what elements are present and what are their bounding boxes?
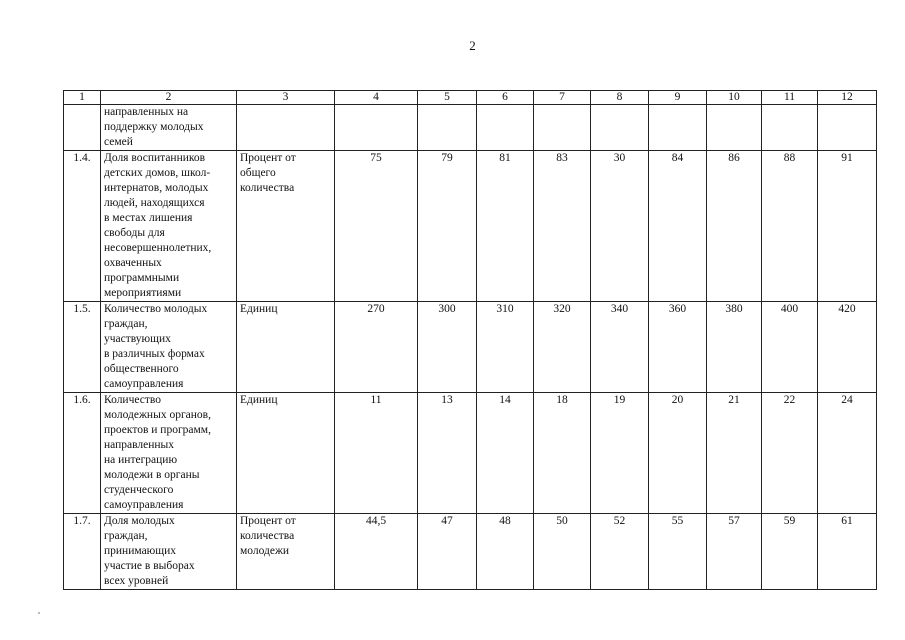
indicator-value: 21 bbox=[707, 393, 762, 514]
column-header: 7 bbox=[534, 91, 591, 105]
indicator-value: 91 bbox=[818, 151, 877, 302]
indicator-name: Доля молодых граждан, принимающих участие в выборах всех уровней bbox=[101, 514, 237, 590]
column-header: 8 bbox=[591, 91, 649, 105]
column-header: 4 bbox=[335, 91, 418, 105]
indicator-value bbox=[335, 105, 418, 151]
indicator-value: 20 bbox=[649, 393, 707, 514]
unit-of-measure: Процент от общего количества bbox=[237, 151, 335, 302]
indicator-name: Доля воспитанников детских домов, школ- интернатов, молодых людей, находящихся в местах лишения свободы для несовершеннолетних, охваченных программными мероприятиями bbox=[101, 151, 237, 302]
indicator-value bbox=[534, 105, 591, 151]
indicator-value: 30 bbox=[591, 151, 649, 302]
indicator-value: 11 bbox=[335, 393, 418, 514]
table-row bbox=[64, 393, 877, 514]
column-header: 1 bbox=[64, 91, 101, 105]
indicator-value: 14 bbox=[477, 393, 534, 514]
indicator-value: 55 bbox=[649, 514, 707, 590]
indicator-value: 83 bbox=[534, 151, 591, 302]
column-header: 9 bbox=[649, 91, 707, 105]
row-index: 1.7. bbox=[64, 514, 101, 590]
indicator-value: 320 bbox=[534, 302, 591, 393]
indicator-value: 22 bbox=[762, 393, 818, 514]
unit-of-measure: Процент от количества молодежи bbox=[237, 514, 335, 590]
indicator-value: 59 bbox=[762, 514, 818, 590]
indicator-value: 19 bbox=[591, 393, 649, 514]
indicator-name: направленных на поддержку молодых семей bbox=[101, 105, 237, 151]
indicator-value: 360 bbox=[649, 302, 707, 393]
indicator-name: Количество молодежных органов, проектов и программ, направленных на интеграцию молодежи в органы студенческого самоуправления bbox=[101, 393, 237, 514]
indicator-value: 84 bbox=[649, 151, 707, 302]
indicator-value: 86 bbox=[707, 151, 762, 302]
indicator-value: 47 bbox=[418, 514, 477, 590]
indicators-table bbox=[63, 90, 877, 590]
indicator-name: Количество молодых граждан, участвующих в различных формах общественного самоуправления bbox=[101, 302, 237, 393]
indicator-value: 50 bbox=[534, 514, 591, 590]
indicator-value: 48 bbox=[477, 514, 534, 590]
unit-of-measure: Единиц bbox=[237, 302, 335, 393]
column-header: 6 bbox=[477, 91, 534, 105]
indicator-value bbox=[591, 105, 649, 151]
table-header-row bbox=[64, 91, 877, 105]
unit-of-measure: Единиц bbox=[237, 393, 335, 514]
row-index: 1.4. bbox=[64, 151, 101, 302]
column-header: 3 bbox=[237, 91, 335, 105]
indicator-value: 57 bbox=[707, 514, 762, 590]
indicator-value: 24 bbox=[818, 393, 877, 514]
indicator-value: 88 bbox=[762, 151, 818, 302]
indicator-value: 310 bbox=[477, 302, 534, 393]
column-header: 11 bbox=[762, 91, 818, 105]
row-index bbox=[64, 105, 101, 151]
row-index: 1.5. bbox=[64, 302, 101, 393]
page-number: 2 bbox=[469, 38, 476, 53]
table-row bbox=[64, 151, 877, 302]
indicator-value: 400 bbox=[762, 302, 818, 393]
indicator-value: 44,5 bbox=[335, 514, 418, 590]
unit-of-measure bbox=[237, 105, 335, 151]
indicator-value bbox=[707, 105, 762, 151]
indicator-value: 270 bbox=[335, 302, 418, 393]
indicator-value: 61 bbox=[818, 514, 877, 590]
indicator-value: 380 bbox=[707, 302, 762, 393]
indicator-value: 420 bbox=[818, 302, 877, 393]
indicator-value: 75 bbox=[335, 151, 418, 302]
indicator-value: 18 bbox=[534, 393, 591, 514]
indicator-value: 52 bbox=[591, 514, 649, 590]
table-row bbox=[64, 105, 877, 151]
indicator-value bbox=[418, 105, 477, 151]
indicator-value: 300 bbox=[418, 302, 477, 393]
indicator-value: 13 bbox=[418, 393, 477, 514]
indicator-value bbox=[477, 105, 534, 151]
column-header: 12 bbox=[818, 91, 877, 105]
table-row bbox=[64, 514, 877, 590]
table-row bbox=[64, 302, 877, 393]
indicator-value: 340 bbox=[591, 302, 649, 393]
column-header: 10 bbox=[707, 91, 762, 105]
indicator-value bbox=[762, 105, 818, 151]
indicator-value bbox=[649, 105, 707, 151]
column-header: 2 bbox=[101, 91, 237, 105]
table-body bbox=[64, 105, 877, 590]
scan-artifact bbox=[38, 612, 40, 614]
indicator-value bbox=[818, 105, 877, 151]
indicator-value: 81 bbox=[477, 151, 534, 302]
indicator-value: 79 bbox=[418, 151, 477, 302]
column-header: 5 bbox=[418, 91, 477, 105]
row-index: 1.6. bbox=[64, 393, 101, 514]
